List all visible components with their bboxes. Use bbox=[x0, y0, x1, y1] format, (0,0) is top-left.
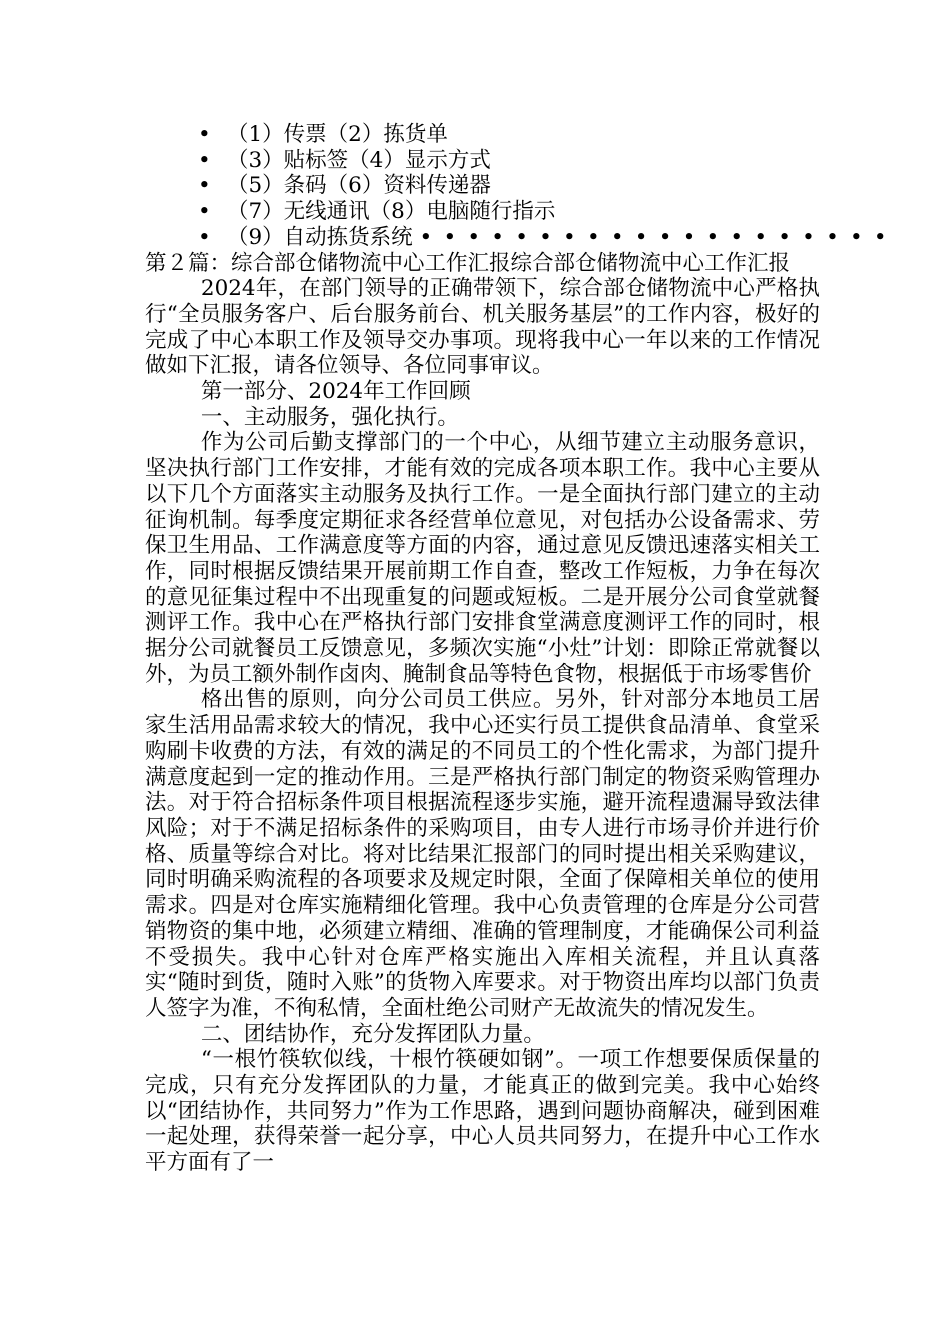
bullet-text: （9）自动拣货系统 bbox=[227, 224, 413, 250]
bullet-dot-icon: • bbox=[198, 173, 211, 199]
subsection-heading: 一、主动服务，强化执行。 bbox=[200, 404, 459, 430]
section-heading: 第一部分、2024年工作回顾 bbox=[200, 379, 471, 405]
bullet-item bbox=[145, 224, 889, 251]
document-page bbox=[145, 122, 889, 1176]
body-paragraph: 作为公司后勤支撑部门的一个中心，从细节建立主动服务意识，坚决执行部门工作安排，才能有效的完成各项本职工作。我中心主要从以下几个方面落实主动服务及执行工作。一是全面执行部门建立的主动征询机制。每季度定期征求各经营单位意见，对包括办公设备需求、劳保卫生用品、工作满意度等方面的内容，通过意见反馈迅速落实相关工作，同时根据反馈结果开展前期工作自查，整改工作短板，力争在每次的意见征集过程中不出现重复的问题或短板。二是开展分公司食堂就餐测评工作。我中心在严格执行部门安排食堂满意度测评工作的同时，根据分公司就餐员工反馈意见，多频次实施“小灶”计划：即除正常就餐以外，为员工额外制作卤肉、腌制食品等特色食物，根据低于市场零售价 bbox=[145, 430, 820, 687]
bullet-item bbox=[145, 122, 820, 148]
body-paragraph: 格出售的原则，向分公司员工供应。另外，针对部分本地员工居家生活用品需求较大的情况，我中心还实行员工提供食品清单、食堂采购刷卡收费的方法，有效的满足的不同员工的个性化需求，为部门提升满意度起到一定的推动作用。三是严格执行部门制定的物资采购管理办法。对于符合招标条件项目根据流程逐步实施，避开流程遗漏导致法律风险；对于不满足招标条件的采购项目，由专人进行市场寻价并进行价格、质量等综合对比。将对比结果汇报部门的同时提出相关采购建议，同时明确采购流程的各项要求及规定时限，全面了保障相关单位的使用需求。四是对仓库实施精细化管理。我中心负责管理的仓库是分公司营销物资的集中地，必须建立精细、准确的管理制度，才能确保公司利益不受损失。我中心针对仓库严格实施出入库相关流程，并且认真落实“随时到货，随时入账”的货物入库要求。对于物资出库均以部门负责人签字为准，不徇私情，全面杜绝公司财产无故流失的情况发生。 bbox=[145, 687, 820, 1021]
bullet-item bbox=[145, 148, 820, 174]
intro-paragraph: 2024年，在部门领导的正确带领下，综合部仓储物流中心严格执行“全员服务客户、后台服务前台、机关服务基层”的工作内容，极好的完成了中心本职工作及领导交办事项。现将我中心一年以来的工作情况做如下汇报，请各位领导、各位同事审议。 bbox=[145, 276, 820, 379]
bullet-item bbox=[145, 199, 820, 225]
trailing-dots: • • • • • • • • • • • • • • • • • • • • bbox=[419, 224, 889, 250]
subsection-heading: 二、团结协作，充分发挥团队力量。 bbox=[200, 1021, 545, 1047]
bullet-text: （1）传票（2）拣货单 bbox=[227, 122, 448, 147]
bullet-item bbox=[145, 173, 820, 199]
bullet-list bbox=[145, 122, 889, 251]
article-title: 第２篇：综合部仓储物流中心工作汇报综合部仓储物流中心工作汇报 bbox=[145, 250, 791, 276]
bullet-text: （5）条码（6）资料传递器 bbox=[227, 173, 491, 199]
bullet-text: （3）贴标签（4）显示方式 bbox=[227, 147, 491, 173]
bullet-dot-icon: • bbox=[198, 122, 211, 147]
body-paragraph: “一根竹筷软似线，十根竹筷硬如钢”。一项工作想要保质保量的完成，只有充分发挥团队的力量，才能真正的做到完美。我中心始终以“团结协作，共同努力”作为工作思路，遇到问题协商解决，碰到困难一起处理，获得荣誉一起分享，中心人员共同努力，在提升中心工作水平方面有了一 bbox=[145, 1047, 820, 1176]
bullet-dot-icon: • bbox=[198, 199, 211, 225]
bullet-dot-icon: • bbox=[198, 147, 211, 173]
bullet-dot-icon: • bbox=[198, 224, 211, 250]
bullet-text: （7）无线通讯（8）电脑随行指示 bbox=[227, 199, 556, 225]
